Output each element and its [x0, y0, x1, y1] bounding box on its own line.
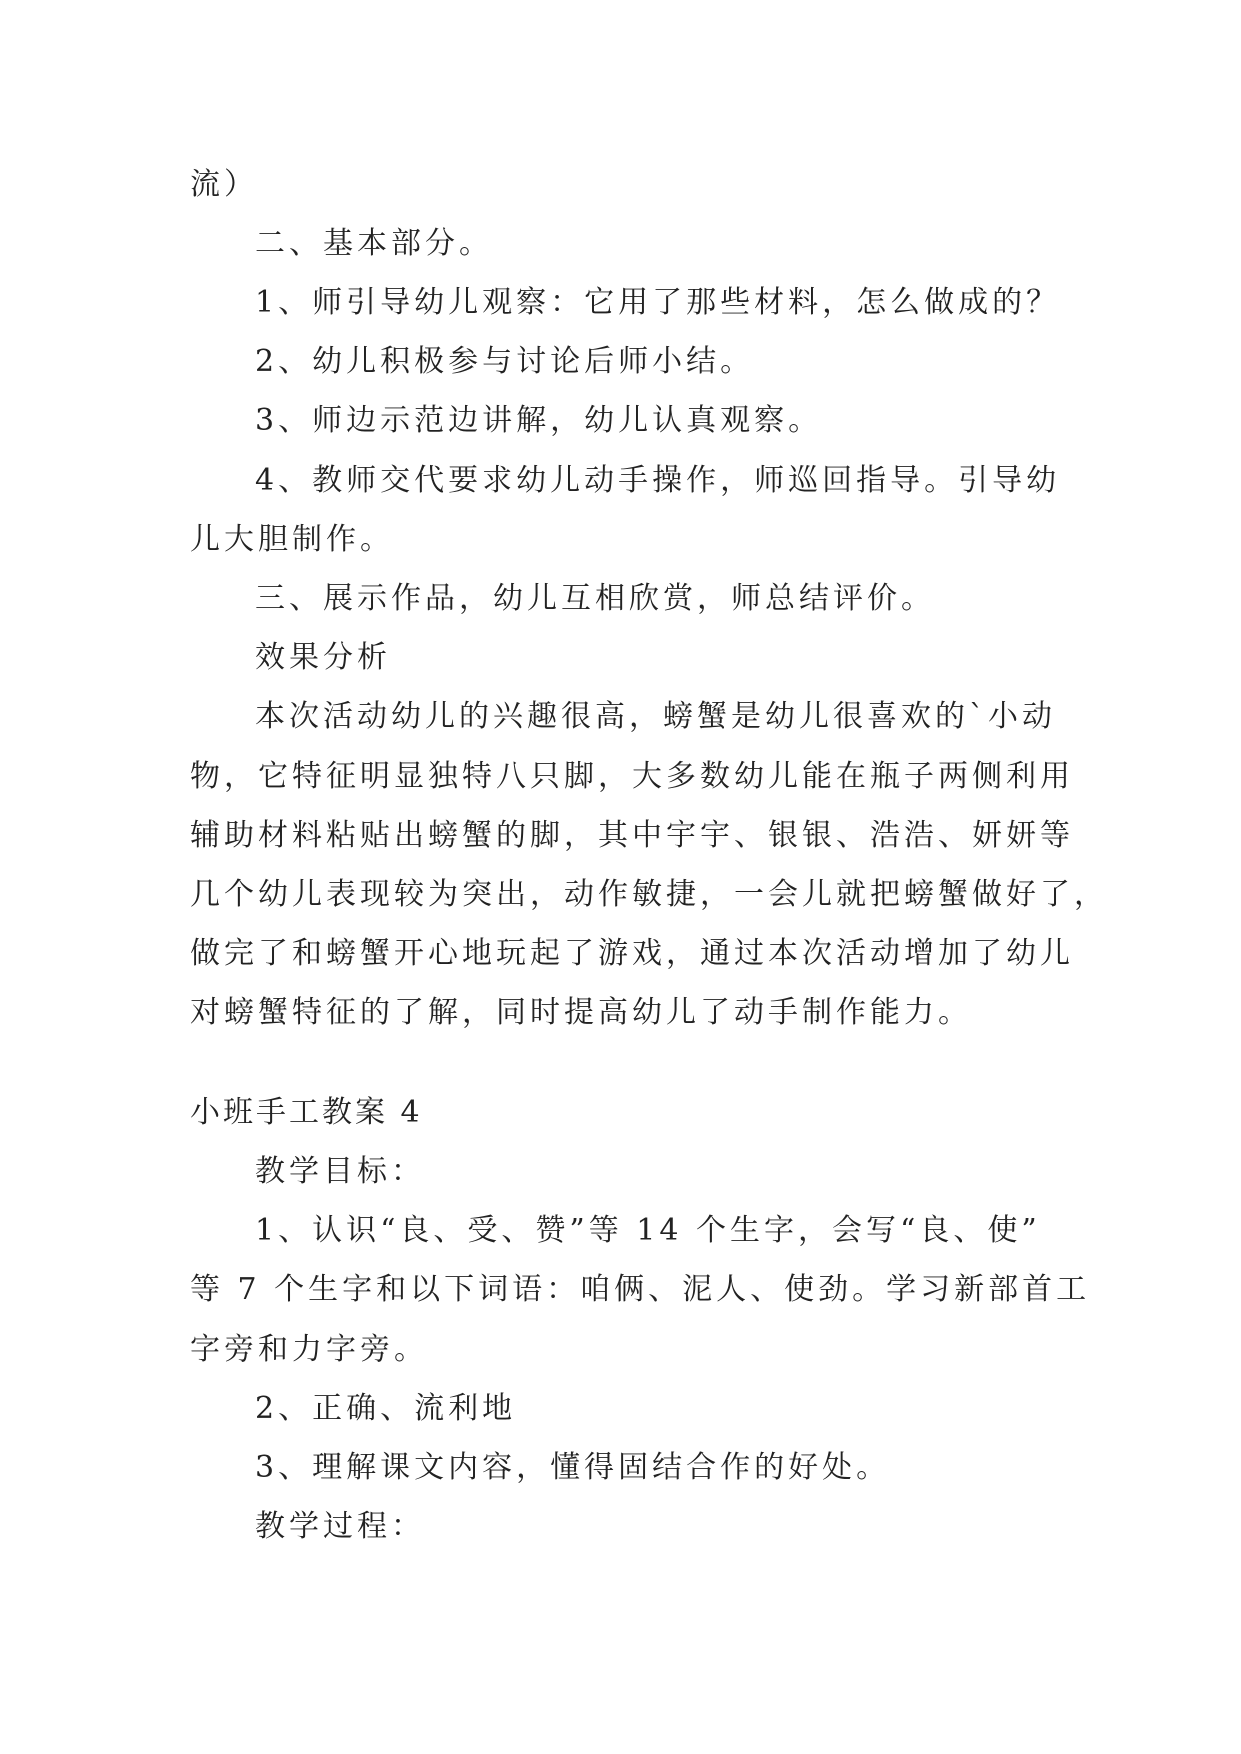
text-line: 流）	[190, 167, 258, 202]
text-line: 3、师边示范边讲解，幼儿认真观察。	[255, 403, 823, 438]
document-title: 小班手工教案 4	[190, 1095, 423, 1130]
text-line: 2、正确、流利地	[255, 1391, 517, 1426]
text-line: 字旁和力字旁。	[190, 1332, 428, 1367]
text-line: 2、幼儿积极参与讨论后师小结。	[255, 344, 755, 379]
text-line: 对螃蟹特征的了解，同时提高幼儿了动手制作能力。	[190, 995, 972, 1030]
text-line: 物，它特征明显独特八只脚，大多数幼儿能在瓶子两侧利用	[190, 759, 1074, 794]
text-line: 等 7 个生字和以下词语：咱俩、泥人、使劲。学习新部首工	[190, 1272, 1091, 1307]
text-line: 做完了和螃蟹开心地玩起了游戏，通过本次活动增加了幼儿	[190, 936, 1074, 971]
text-line: 本次活动幼儿的兴趣很高，螃蟹是幼儿很喜欢的`小动	[255, 699, 1056, 734]
section-heading: 教学目标：	[255, 1154, 425, 1189]
text-line: 儿大胆制作。	[190, 522, 394, 557]
text-line: 3、理解课文内容，懂得固结合作的好处。	[255, 1450, 891, 1485]
text-line: 4、教师交代要求幼儿动手操作，师巡回指导。引导幼	[255, 463, 1061, 498]
section-heading: 效果分析	[255, 640, 391, 675]
text-line: 1、认识“良、受、赞”等 14 个生字，会写“良、使”	[255, 1213, 1041, 1248]
text-line: 几个幼儿表现较为突出，动作敏捷，一会儿就把螃蟹做好了，	[190, 877, 1108, 912]
section-heading: 二、基本部分。	[255, 226, 493, 261]
section-heading: 教学过程：	[255, 1509, 425, 1544]
text-line: 1、师引导幼儿观察：它用了那些材料，怎么做成的？	[255, 285, 1061, 320]
section-heading: 三、展示作品，幼儿互相欣赏，师总结评价。	[255, 581, 935, 616]
text-line: 辅助材料粘贴出螃蟹的脚，其中宇宇、银银、浩浩、妍妍等	[190, 818, 1074, 853]
